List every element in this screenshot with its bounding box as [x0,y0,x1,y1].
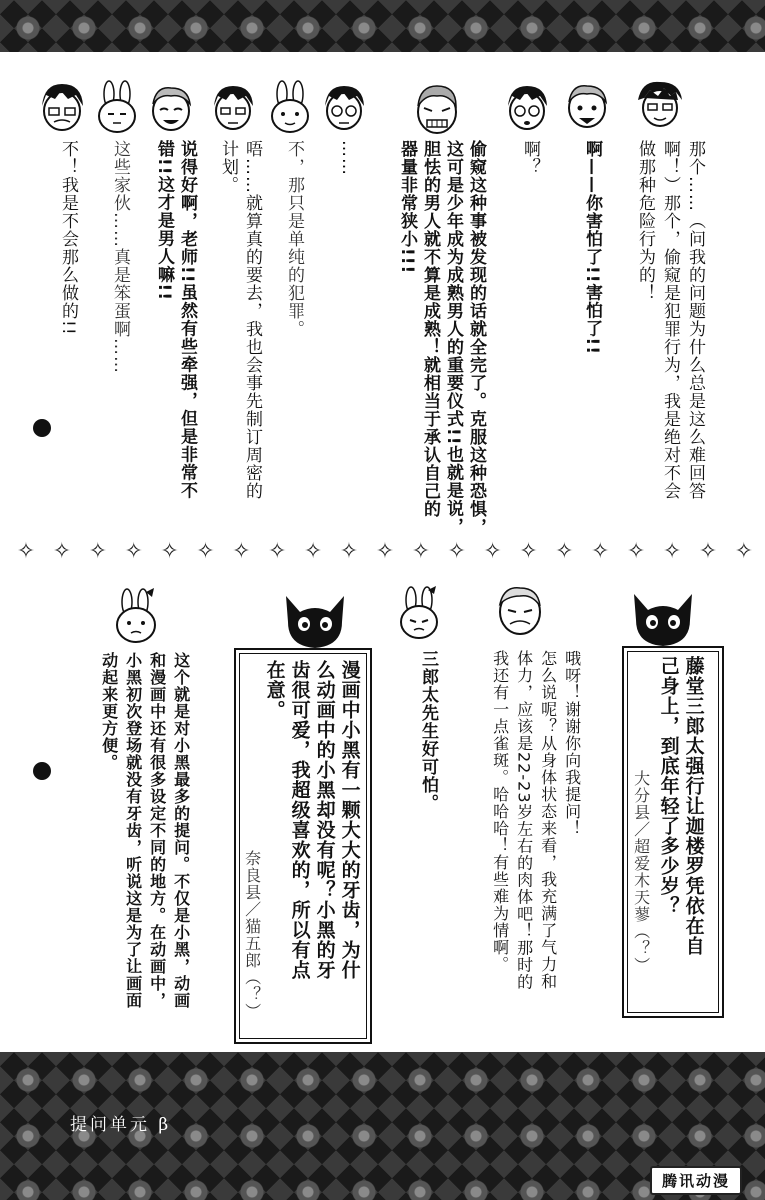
dialogue-line-4: 啊——你害怕了!!害怕了!! [581,140,602,356]
dialogue-line-8: 胆怯的男人就不算是成熟！就相当于承认自己的 [419,140,440,518]
rabbit-face-icon-4 [110,588,162,646]
dialogue-line-16: 这些家伙……真是笨蛋啊…… [109,140,130,374]
answer2-line-2: 和漫画中还有很多设定不同的地方。在动画中， [147,652,167,1009]
question1-sender: 大分县／超爱木天蓼（？） [631,770,651,974]
answer1-line-2: 怎么说呢？从身体状态来看，我充满了气力和 [538,650,558,990]
rabbit-face-icon-3 [394,586,444,642]
question1-line-1: 藤堂三郎太强行让迦楼罗凭依在自 [682,656,705,956]
rabbit-face-icon-2 [93,80,141,136]
answer1-line-3: 体力，应该是22-23岁左右的肉体吧！那时的 [514,650,534,991]
answer2-line-4: 动起来更方便。 [99,652,119,771]
question2-sender: 奈良县／猫五郎（？） [242,850,262,1020]
ornamental-divider: ✧ ✧ ✧ ✧ ✧ ✧ ✧ ✧ ✧ ✧ ✧ ✧ ✧ ✧ ✧ ✧ ✧ ✧ ✧ ✧ ✧ [16,538,754,564]
question2-line-2: 么动画中的小黑却没有呢？小黑的牙 [313,660,336,980]
question2-line-1: 漫画中小黑有一颗大大的牙齿，为什 [338,660,361,980]
dialogue-line-17: 不！我是不会那么做的!! [57,140,78,336]
site-watermark: 腾讯动漫 [650,1166,742,1195]
dialogue-line-9: 器量非常狭小!!! [396,140,417,275]
question2-line-3: 齿很可爱，我超级喜欢的，所以有点 [288,660,311,980]
dialogue-line-5: 啊？ [519,140,540,176]
shima-face-icon [560,80,614,134]
kuro-cat-icon-2 [280,588,350,652]
answer1-line-1: 哦呀！谢谢你向我提问！ [562,650,582,837]
dialogue-line-12: 唔……就算真的要去，我也会事先制订周密的 [241,140,262,500]
rin-face-icon [632,78,686,130]
question1-line-2: 己身上，到底年轻了多少岁？ [657,656,680,916]
yukio-face-icon [500,82,554,134]
dialogue-line-14: 说得好啊，老师!!虽然有些牵强，但是非常不 [176,140,197,500]
dialogue-line-2: 啊！）那个，偷窥是犯罪行为，我是绝对不会 [659,140,680,500]
shiro-face-icon [408,80,466,140]
dialogue-line-1: 那个……（问我的问题为什么总是这么难回答 [684,140,705,500]
dialogue-line-7: 这可是少年成为成熟男人的重要仪式!!也就是说， [442,140,463,536]
dialogue-line-15: 错!!这才是男人嘛!! [153,140,174,302]
rin-face-icon-3 [34,80,90,138]
rabbit-face-icon [265,80,315,136]
page-footer-label: 提问单元 β [70,1115,172,1135]
dialogue-line-11: 不，那只是单纯的犯罪。 [283,140,304,338]
question2-line-4: 在意。 [263,660,286,720]
bullet-dot-2 [33,762,51,780]
bullet-dot [33,419,51,437]
answer1-line-4: 我还有一点雀斑。哈哈哈！有些难为情啊。 [490,650,510,973]
top-pattern-band [0,0,765,52]
answer2-line-1: 这个就是对小黑最多的提问。不仅是小黑，动画 [171,652,191,1009]
dialogue-line-10: …… [337,140,358,176]
dialogue-line-13: 计划。 [217,140,238,194]
dialogue-line-6: 偷窥这种事被发现的话就全完了。克服这种恐惧， [465,140,486,536]
yukio-face-icon-2 [318,82,370,134]
saburota-face-icon [488,582,552,640]
shima-face-icon-2 [144,82,198,136]
kuro-cat-icon [628,586,698,650]
reaction1-line-1: 三郎太先生好可怕。 [417,650,438,812]
answer2-line-3: 小黑初次登场就没有牙齿，听说这是为了让画面 [123,652,143,1009]
dialogue-line-3: 做那种危险行为的！ [634,140,655,302]
rin-face-icon-2 [206,82,260,134]
